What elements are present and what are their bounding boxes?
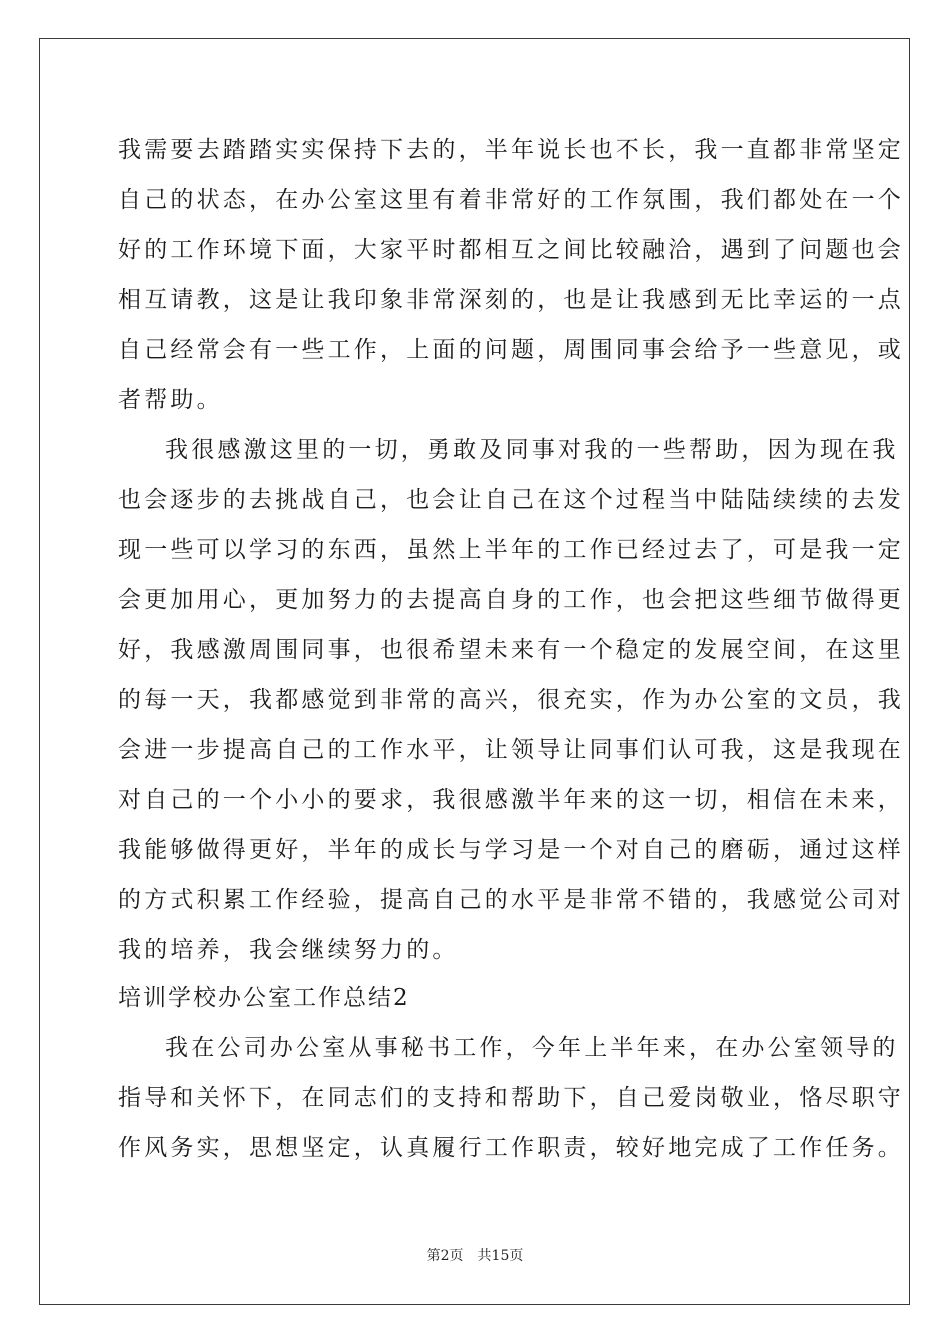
paragraph-1-line-5: 自己经常会有一些工作，上面的问题，周围同事会给予一些意见，或 (118, 337, 904, 363)
paragraph-2-line-8: 对自己的一个小小的要求，我很感激半年来的这一切，相信在未来， (118, 787, 904, 813)
paragraph-1-line-1: 我需要去踏踏实实保持下去的，半年说长也不长，我一直都非常坚定 (118, 137, 904, 163)
paragraph-2-line-5: 好，我感激周围同事，也很希望未来有一个稳定的发展空间，在这里 (118, 637, 904, 663)
paragraph-2-line-7: 会进一步提高自己的工作水平，让领导让同事们认可我，这是我现在 (118, 737, 904, 763)
paragraph-3-line-1: 我在公司办公室从事秘书工作，今年上半年来，在办公室领导的 (165, 1035, 899, 1061)
paragraph-3-line-3: 作风务实，思想坚定，认真履行工作职责，较好地完成了工作任务。 (118, 1135, 904, 1161)
paragraph-2-line-4: 会更加用心，更加努力的去提高自身的工作，也会把这些细节做得更 (118, 587, 904, 613)
section-heading: 培训学校办公室工作总结2 (118, 985, 410, 1011)
paragraph-2-line-2: 也会逐步的去挑战自己，也会让自己在这个过程当中陆陆续续的去发 (118, 487, 904, 513)
page-footer (0, 1246, 950, 1266)
paragraph-2-line-3: 现一些可以学习的东西，虽然上半年的工作已经过去了，可是我一定 (118, 537, 904, 563)
paragraph-2-line-9: 我能够做得更好，半年的成长与学习是一个对自己的磨砺，通过这样 (118, 837, 904, 863)
paragraph-1-line-4: 相互请教，这是让我印象非常深刻的，也是让我感到无比幸运的一点 (118, 287, 904, 313)
paragraph-1-line-6: 者帮助。 (118, 387, 223, 413)
page-number: 第2页 (426, 1248, 464, 1264)
paragraph-2-line-10: 的方式积累工作经验，提高自己的水平是非常不错的，我感觉公司对 (118, 887, 904, 913)
paragraph-2-line-1: 我很感激这里的一切，勇敢及同事对我的一些帮助，因为现在我 (165, 437, 899, 463)
paragraph-2-line-11: 我的培养，我会继续努力的。 (118, 937, 459, 963)
paragraph-1-line-3: 好的工作环境下面，大家平时都相互之间比较融洽，遇到了问题也会 (118, 237, 904, 263)
page-total: 共15页 (477, 1248, 524, 1264)
paragraph-1-line-2: 自己的状态，在办公室这里有着非常好的工作氛围，我们都处在一个 (118, 187, 904, 213)
paragraph-3-line-2: 指导和关怀下，在同志们的支持和帮助下，自己爱岗敬业，恪尽职守 (118, 1085, 904, 1111)
paragraph-2-line-6: 的每一天，我都感觉到非常的高兴，很充实，作为办公室的文员，我 (118, 687, 904, 713)
